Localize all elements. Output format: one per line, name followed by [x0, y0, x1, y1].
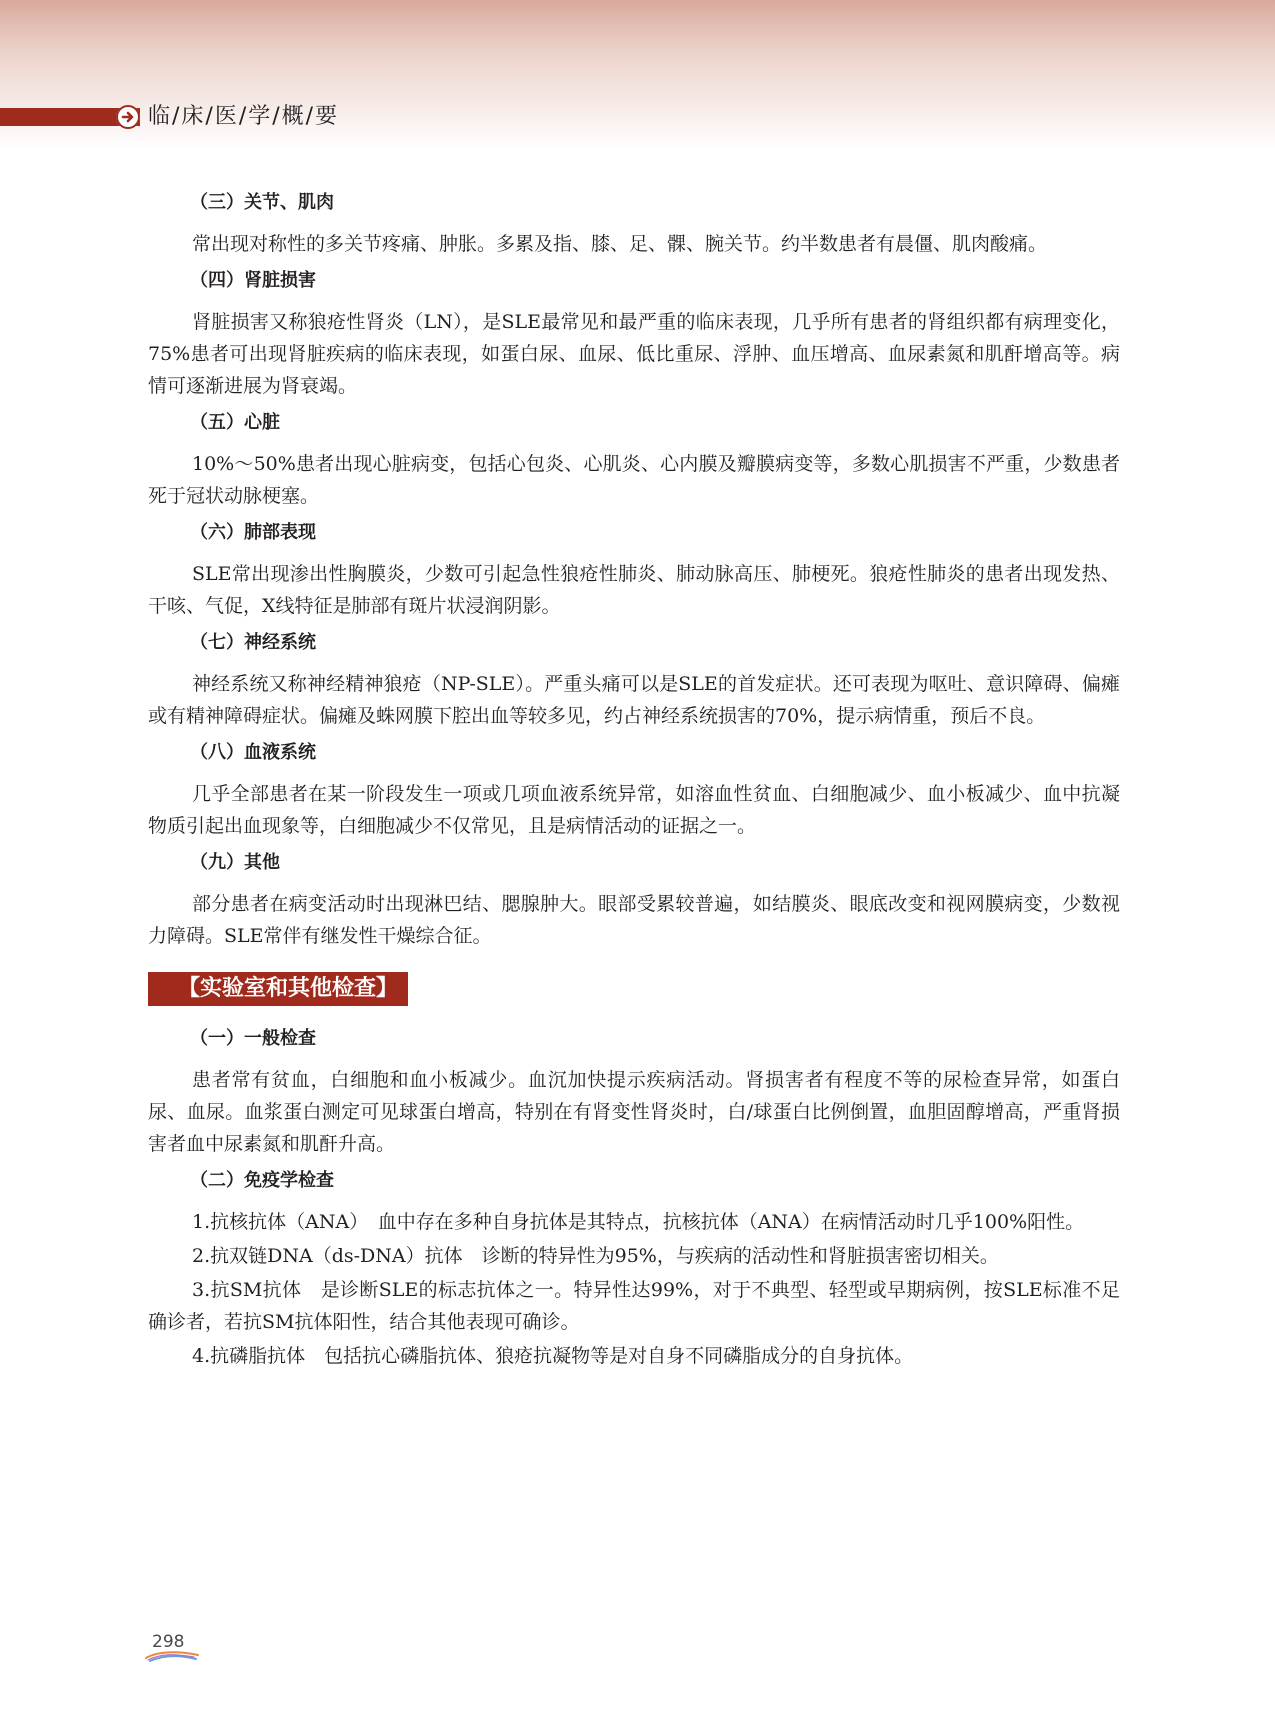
paragraph: 肾脏损害又称狼疮性肾炎（LN），是SLE最常见和最严重的临床表现，几乎所有患者的肾组织都有病理变化，75%患者可出现肾脏疾病的临床表现，如蛋白尿、血尿、低比重尿、浮肿、血压增高、血尿素氮和肌酐增高等。病情可逐渐进展为肾衰竭。	[148, 311, 1120, 397]
arrow-right-icon	[116, 105, 140, 129]
paragraph: 部分患者在病变活动时出现淋巴结、腮腺肿大。眼部受累较普遍，如结膜炎、眼底改变和视网膜病变，少数视力障碍。SLE常伴有继发性干燥综合征。	[148, 893, 1120, 947]
list-item: 3.抗SM抗体 是诊断SLE的标志抗体之一。特异性达99%，对于不典型、轻型或早期病例，按SLE标准不足确诊者，若抗SM抗体阳性，结合其他表现可确诊。	[148, 1279, 1120, 1333]
paragraph: SLE常出现渗出性胸膜炎，少数可引起急性狼疮性肺炎、肺动脉高压、肺梗死。狼疮性肺炎的患者出现发热、干咳、气促，X线特征是肺部有斑片状浸润阴影。	[148, 563, 1120, 617]
subsection-heading: （二）免疫学检查	[190, 1170, 334, 1191]
paragraph: 10%～50%患者出现心脏病变，包括心包炎、心肌炎、心内膜及瓣膜病变等，多数心肌损害不严重，少数患者死于冠状动脉梗塞。	[148, 453, 1120, 507]
paragraph: 常出现对称性的多关节疼痛、肿胀。多累及指、膝、足、髁、腕关节。约半数患者有晨僵、肌肉酸痛。	[192, 233, 1048, 255]
list-item: 1.抗核抗体（ANA） 血中存在多种自身抗体是其特点，抗核抗体（ANA）在病情活动时几乎100%阳性。	[192, 1211, 1085, 1233]
list-item: 4.抗磷脂抗体 包括抗心磷脂抗体、狼疮抗凝物等是对自身不同磷脂成分的自身抗体。	[192, 1345, 914, 1367]
subsection-heading: （四）肾脏损害	[190, 270, 316, 291]
paragraph: 几乎全部患者在某一阶段发生一项或几项血液系统异常，如溶血性贫血、白细胞减少、血小板减少、血中抗凝物质引起出血现象等，白细胞减少不仅常见，且是病情活动的证据之一。	[148, 783, 1120, 837]
subsection-heading: （七）神经系统	[190, 632, 316, 653]
page-content	[148, 190, 1120, 1374]
section-title-banner: 【实验室和其他检查】	[148, 972, 408, 1006]
book-title: 临/床/医/学/概/要	[148, 104, 340, 129]
subsection-heading: （三）关节、肌肉	[190, 192, 334, 213]
paragraph: 神经系统又称神经精神狼疮（NP-SLE）。严重头痛可以是SLE的首发症状。还可表现为呕吐、意识障碍、偏瘫或有精神障碍症状。偏瘫及蛛网膜下腔出血等较多见，约占神经系统损害的70%，提示病情重，预后不良。	[148, 673, 1120, 727]
running-header	[0, 100, 1275, 134]
page-number: 298	[152, 1632, 185, 1652]
paragraph: 患者常有贫血，白细胞和血小板减少。血沉加快提示疾病活动。肾损害者有程度不等的尿检查异常，如蛋白尿、血尿。血浆蛋白测定可见球蛋白增高，特别在有肾变性肾炎时，白/球蛋白比例倒置，血胆固醇增高，严重肾损害者血中尿素氮和肌酐升高。	[148, 1069, 1120, 1155]
subsection-heading: （八）血液系统	[190, 742, 316, 763]
list-item: 2.抗双链DNA（ds-DNA）抗体 诊断的特异性为95%，与疾病的活动性和肾脏损害密切相关。	[192, 1245, 999, 1267]
subsection-heading: （一）一般检查	[190, 1028, 316, 1049]
subsection-heading: （六）肺部表现	[190, 522, 316, 543]
subsection-heading: （九）其他	[190, 852, 280, 873]
page-number-swoosh	[144, 1648, 200, 1667]
subsection-heading: （五）心脏	[190, 412, 280, 433]
